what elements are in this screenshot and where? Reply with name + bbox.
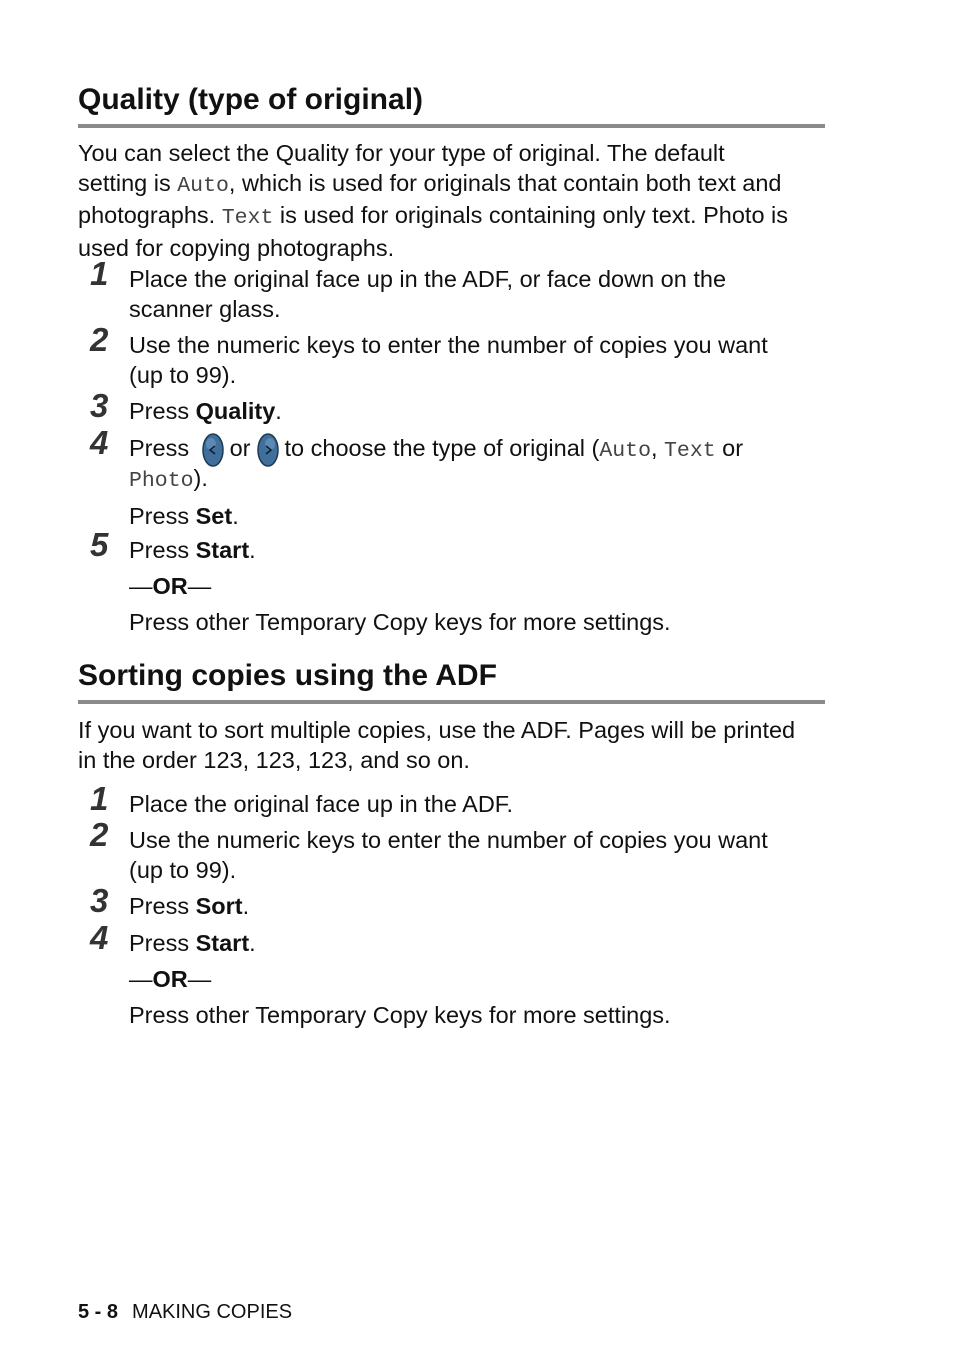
step-number: 2: [90, 321, 109, 358]
key-sort: Sort: [195, 893, 243, 919]
step-text: Place the original face up in the ADF, or face down on the scanner glass.: [129, 266, 727, 322]
key-set: Set: [195, 503, 233, 529]
step-number: 4: [90, 424, 109, 461]
step-number: 1: [90, 780, 109, 817]
step-number: 3: [90, 882, 109, 919]
step-text: Use the numeric keys to enter the number of copies you want (up to 99).: [129, 332, 768, 388]
step-text: Press Start.: [129, 930, 256, 956]
section-title-sorting: Sorting copies using the ADF: [78, 658, 825, 704]
step-number: 4: [90, 919, 109, 956]
step-number: 2: [90, 816, 109, 853]
step-number: 3: [90, 387, 109, 424]
key-quality: Quality: [195, 398, 276, 424]
key-start: Start: [195, 537, 250, 563]
step-text: Press or to choose the type of original (Auto, Text or Photo). Press Set.: [129, 435, 744, 529]
page-number: 5 - 8: [78, 1301, 119, 1323]
step-number: 1: [90, 255, 109, 292]
chapter-title: MAKING COPIES: [132, 1301, 293, 1323]
or-separator: —OR—: [129, 966, 212, 992]
section-title-quality: Quality (type of original): [78, 82, 825, 128]
step-text: Place the original face up in the ADF.: [129, 791, 514, 817]
step-text: Press Quality.: [129, 398, 282, 424]
quality-intro: You can select the Quality for your type of original. The default setting is Auto, which is used for originals that contain both text and photographs. Text is used for originals containing only text. Photo is used for copying photographs.: [78, 140, 789, 261]
step-number: 5: [90, 526, 109, 563]
step-text: Press Start.: [129, 537, 256, 563]
right-arrow-key-icon: [257, 433, 279, 467]
page-footer: [78, 1300, 292, 1324]
mode-text: Text: [221, 206, 274, 230]
sorting-intro: If you want to sort multiple copies, use the ADF. Pages will be printed in the order 123, 123, 123, and so on.: [78, 717, 796, 773]
step-alt-text: Press other Temporary Copy keys for more settings.: [129, 609, 671, 635]
key-start: Start: [195, 930, 250, 956]
step-alt-text: Press other Temporary Copy keys for more settings.: [129, 1002, 671, 1028]
or-separator: —OR—: [129, 573, 212, 599]
step-text: Press Sort.: [129, 893, 250, 919]
step-text: Use the numeric keys to enter the number of copies you want (up to 99).: [129, 827, 768, 883]
mode-auto: Auto: [177, 173, 229, 198]
left-arrow-key-icon: [202, 433, 224, 467]
